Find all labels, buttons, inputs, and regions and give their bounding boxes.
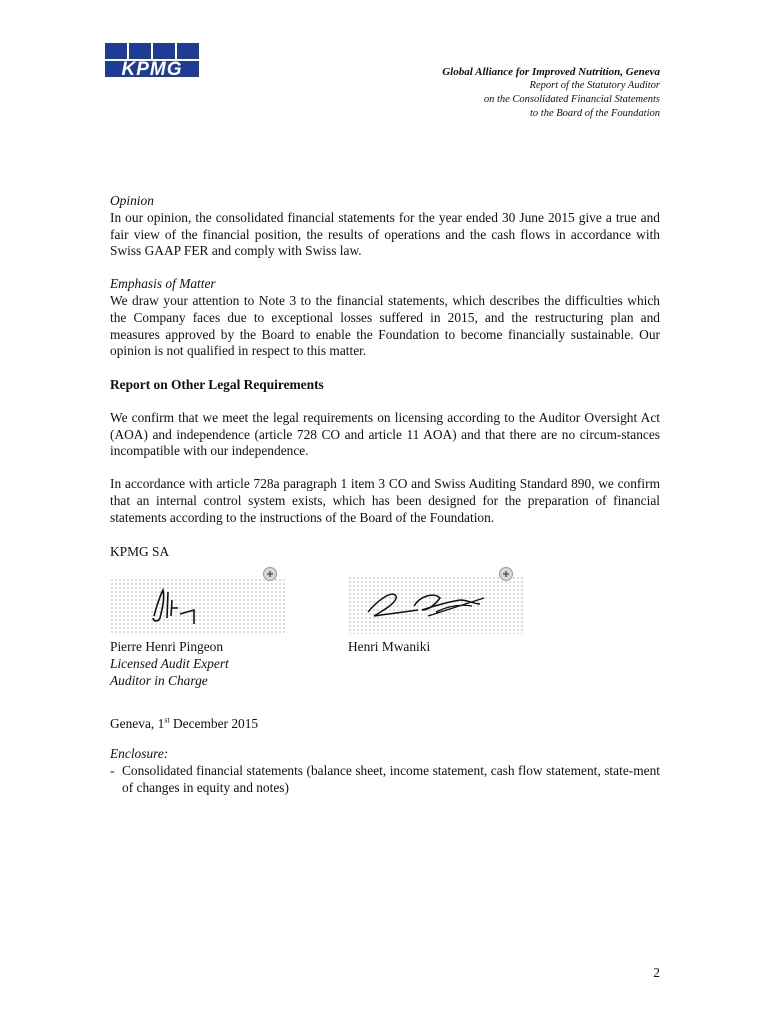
signatory-1-block [110,639,350,689]
legal-section [110,377,660,527]
enclosure-section [110,746,660,796]
emphasis-text: We draw your attention to Note 3 to the financial statements, which describes the difficulties which the Company faces due to exceptional losses suffered in 2015, and the restructuring plan and measures approved by the Board to enable the Foundation to become financially sustainable. Our opinion is not qualified in respect to this matter. [110,292,660,359]
header-line-2: Report of the Statutory Auditor [529,80,660,91]
signatory-1-title-2: Auditor in Charge [110,672,208,688]
opinion-heading: Opinion [110,193,154,208]
opinion-section [110,193,660,360]
enclosure-item-text: Consolidated financial statements (balance sheet, income statement, cash flow statement, state-ment of changes in equity and notes) [122,762,660,795]
legal-heading: Report on Other Legal Requirements [110,377,324,392]
date-sup: st [164,715,170,725]
enclosure-heading: Enclosure: [110,746,169,761]
signature-1 [110,578,286,634]
signature-1-scribble [110,578,286,634]
date-suffix: December 2015 [169,716,259,731]
legal-para-2: In accordance with article 728a paragraph 1 item 3 CO and Swiss Auditing Standard 890, we confirm that an internal control system exists, which has been designed for the preparation of financial statements according to the instructions of the Board of the Foundation. [110,476,660,525]
signatory-1-name: Pierre Henri Pingeon [110,639,224,654]
report-date [110,716,660,733]
opinion-text: In our opinion, the consolidated financial statements for the year ended 30 June 2015 give a true and fair view of the financial position, the results of operations and the cash flows in accordance with Swiss GAAP FER and comply with Swiss law. [110,209,660,259]
header-line-3: on the Consolidated Financial Statements [483,94,660,105]
signatory-2-name: Henri Mwaniki [348,639,431,654]
kpmg-logo-text: KPMG [121,59,183,77]
enclosure-item [110,763,660,797]
enclosure-dash: - [110,762,115,778]
header-line-4: to the Board of the Foundation [530,108,660,119]
header-org: Global Alliance for Improved Nutrition, Geneva [442,66,660,78]
emphasis-heading: Emphasis of Matter [110,276,216,292]
zoom-icon-1[interactable] [262,566,278,587]
signatory-1-title-1: Licensed Audit Expert [110,655,229,671]
firm-name: KPMG SA [110,544,170,559]
report-header [442,65,660,121]
legal-para-1: We confirm that we meet the legal requirements on licensing according to the Auditor Oversight Act (AOA) and independence (article 728 CO and article 11 AOA) and that there are no circum-stances incompatible with our independence. [110,409,660,459]
date-prefix: Geneva, 1 [110,716,165,731]
zoom-icon-2[interactable] [498,566,514,587]
kpmg-logo [105,43,203,77]
page-number: 2 [653,965,660,980]
signatory-2-block [348,639,548,656]
